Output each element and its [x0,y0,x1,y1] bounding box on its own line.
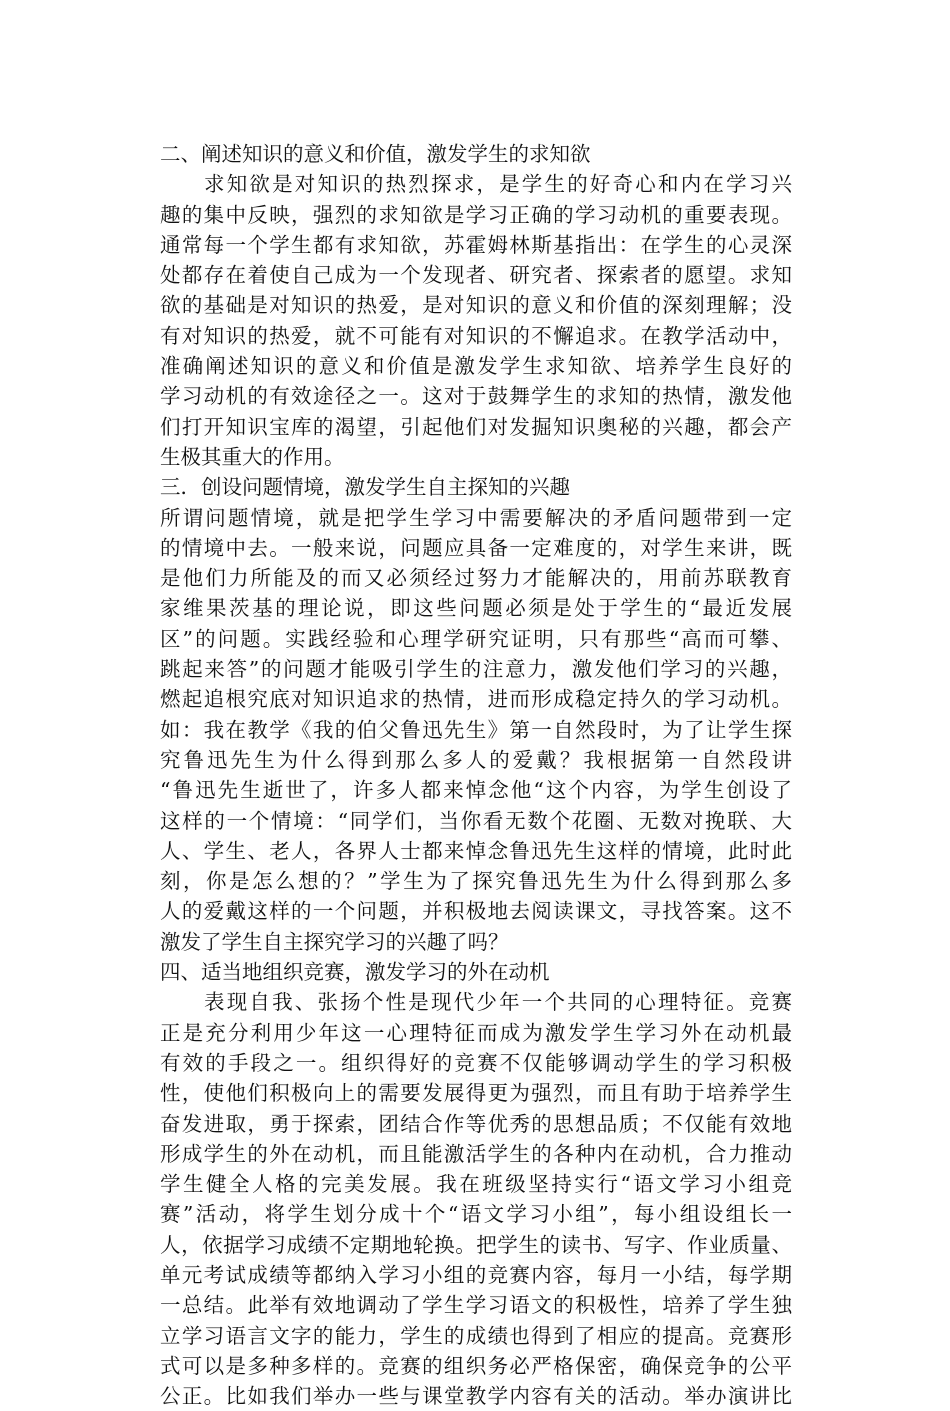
text-line: 一总结。此举有效地调动了学生学习语文的积极性，培养了学生独 [160,1293,792,1318]
text-line: 通常每一个学生都有求知欲，苏霍姆林斯基指出：在学生的心灵深 [160,232,792,257]
section-paragraph [160,169,792,472]
text-line: 家维果茨基的理论说，即这些问题必须是处于学生的“最近发展 [160,596,792,621]
section-paragraph [160,987,792,1411]
text-line: 刻，你是怎么想的？”学生为了探究鲁迅先生为什么得到那么多 [160,869,792,894]
text-line: 是他们力所能及的而又必须经过努力才能解决的，用前苏联教育 [160,566,792,591]
section-paragraph [160,503,792,957]
text-line: 激发了学生自主探究学习的兴趣了吗？ [160,929,509,954]
text-line: 立学习语言文字的能力，学生的成绩也得到了相应的提高。竞赛形 [160,1323,792,1348]
text-line: 趣的集中反映，强烈的求知欲是学习正确的学习动机的重要表现。 [160,202,792,227]
text-line: “鲁迅先生逝世了，许多人都来悼念他“这个内容，为学生创设了 [160,778,792,803]
text-line: 求知欲是对知识的热烈探求，是学生的好奇心和内在学习兴 [204,172,792,197]
text-line: 人的爱戴这样的一个问题，并积极地去阅读课文，寻找答案。这不 [160,899,792,924]
text-line: 的情境中去。一般来说，问题应具备一定难度的，对学生来讲，既 [160,535,792,560]
section-1 [160,139,792,472]
text-line: 单元考试成绩等都纳入学习小组的竞赛内容，每月一小结，每学期 [160,1262,792,1287]
section-heading: 三．创设问题情境，激发学生自主探知的兴趣 [160,475,570,500]
text-line: 跳起来答”的问题才能吸引学生的注意力，激发他们学习的兴趣， [160,657,792,682]
text-line: 生极其重大的作用。 [160,444,345,469]
text-line: 区”的问题。实践经验和心理学研究证明，只有那些“高而可攀、 [160,626,792,651]
text-line: 学习动机的有效途径之一。这对于鼓舞学生的求知的热情，激发他 [160,384,792,409]
text-line: 这样的一个情境：“同学们，当你看无数个花圈、无数对挽联、大 [160,808,792,833]
text-line: 有效的手段之一。组织得好的竞赛不仅能够调动学生的学习积极 [160,1050,792,1075]
text-line: 欲的基础是对知识的热爱，是对知识的意义和价值的深刻理解；没 [160,293,792,318]
text-line: 准确阐述知识的意义和价值是激发学生求知欲、培养学生良好的 [160,354,792,379]
text-line: 究鲁迅先生为什么得到那么多人的爱戴？我根据第一自然段讲 [160,747,792,772]
section-heading: 二、阐述知识的意义和价值，激发学生的求知欲 [160,142,591,166]
text-line: 正是充分利用少年这一心理特征而成为激发学生学习外在动机最 [160,1020,792,1045]
text-line: 燃起追根究底对知识追求的热情，进而形成稳定持久的学习动机。 [160,687,792,712]
text-line: 有对知识的热爱，就不可能有对知识的不懈追求。在教学活动中， [160,323,792,348]
text-line: 赛”活动，将学生划分成十个“语文学习小组”，每小组设组长一 [160,1202,792,1227]
text-line: 式可以是多种多样的。竞赛的组织务必严格保密，确保竞争的公平 [160,1353,792,1378]
text-line: 人，依据学习成绩不定期地轮换。把学生的读书、写字、作业质量、 [160,1232,792,1257]
text-line: 学生健全人格的完美发展。我在班级坚持实行“语文学习小组竞 [160,1172,792,1197]
text-line: 奋发进取，勇于探索，团结合作等优秀的思想品质；不仅能有效地 [160,1111,792,1136]
text-line: 公正。比如我们举办一些与课堂教学内容有关的活动。举办演讲比 [160,1384,792,1409]
section-3 [160,957,792,1411]
section-2 [160,472,792,957]
text-line: 所谓问题情境，就是把学生学习中需要解决的矛盾问题带到一定 [160,505,792,530]
document-body [160,139,792,1411]
section-heading: 四、适当地组织竞赛，激发学习的外在动机 [160,960,550,985]
text-line: 们打开知识宝库的渴望，引起他们对发掘知识奥秘的兴趣，都会产 [160,414,792,439]
text-line: 人、学生、老人，各界人士都来悼念鲁迅先生这样的情境，此时此 [160,838,792,863]
text-line: 形成学生的外在动机，而且能激活学生的各种内在动机，合力推动 [160,1141,792,1166]
text-line: 性，使他们积极向上的需要发展得更为强烈，而且有助于培养学生 [160,1081,792,1106]
text-line: 表现自我、张扬个性是现代少年一个共同的心理特征。竞赛 [204,990,792,1015]
text-line: 处都存在着使自己成为一个发现者、研究者、探索者的愿望。求知 [160,263,792,288]
text-line: 如：我在教学《我的伯父鲁迅先生》第一自然段时，为了让学生探 [160,717,792,742]
